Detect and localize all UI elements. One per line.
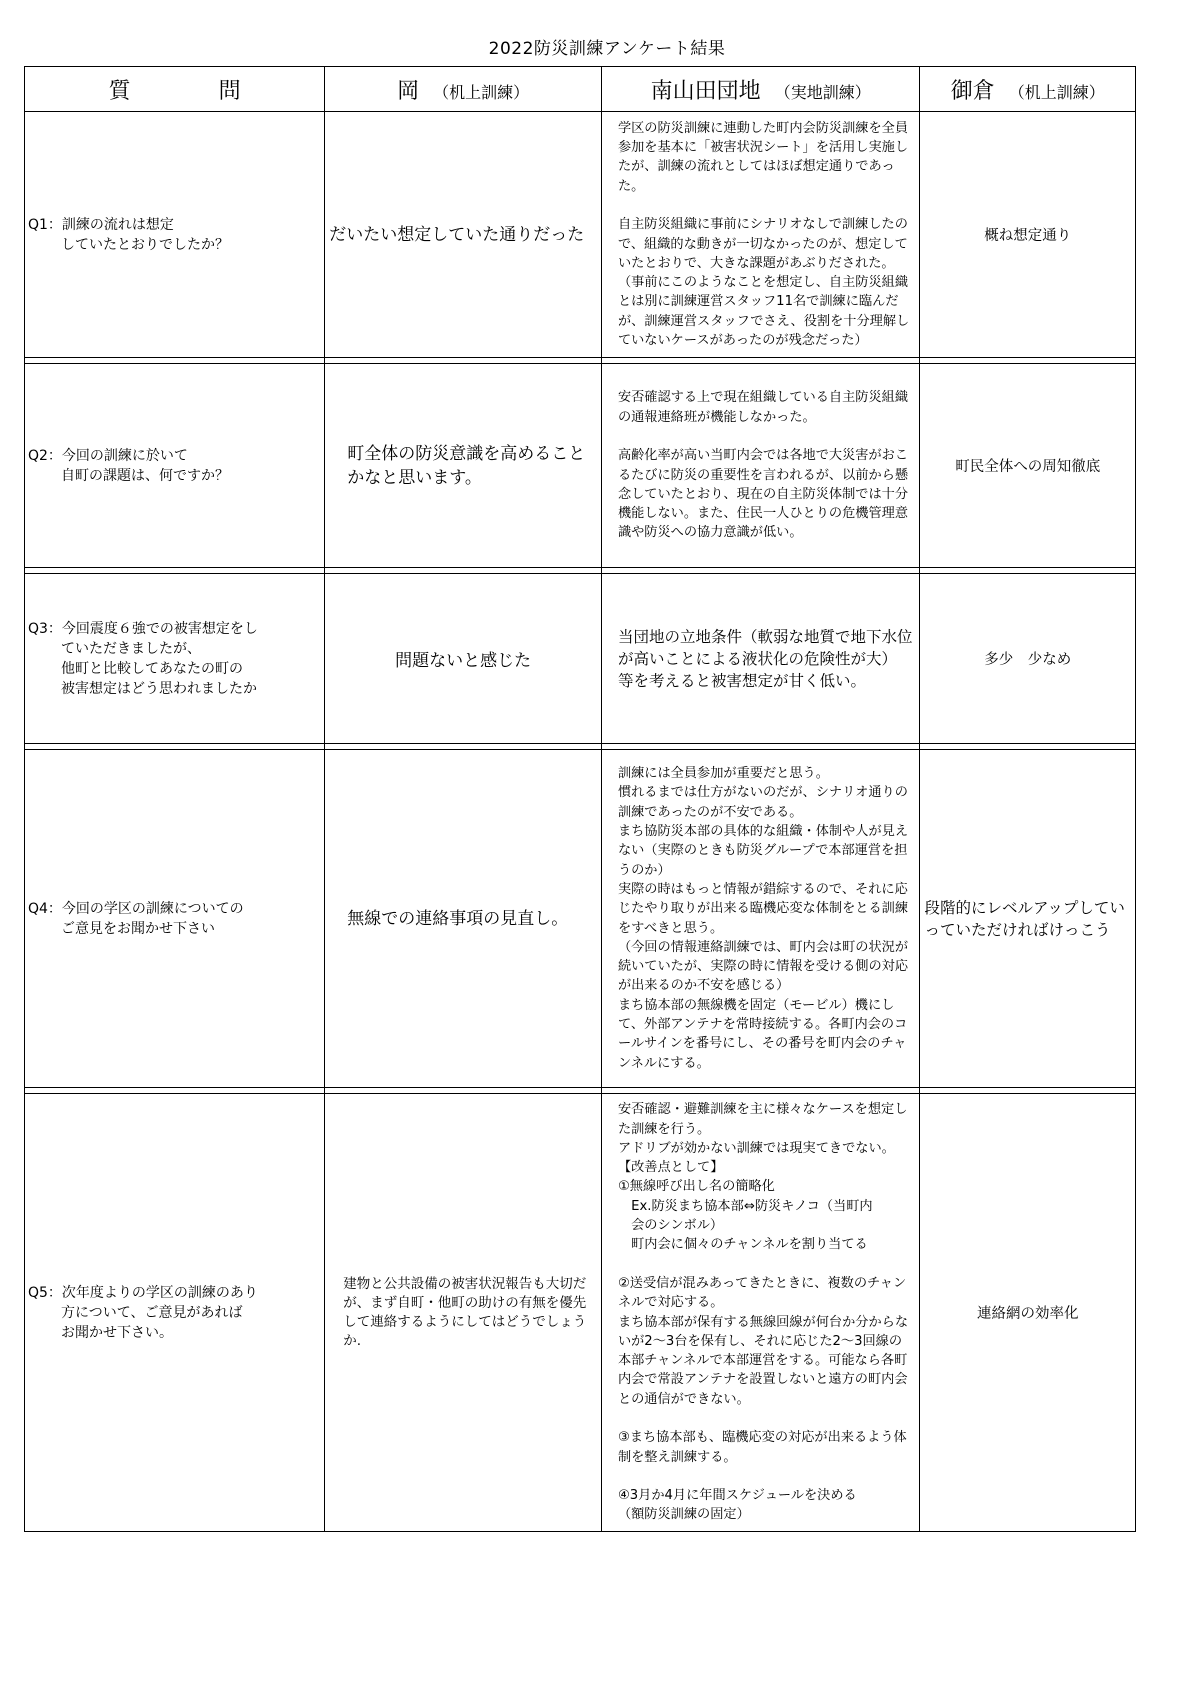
answer-oka: だいたい想定していた通りだった — [325, 112, 602, 358]
header-question: 質 問 — [25, 67, 325, 112]
answer-mikura: 段階的にレベルアップしていっていただければけっこう — [920, 750, 1136, 1088]
question-cell: Q3：今回震度６強での被害想定をし ていただきましたが、 他町と比較してあなたの町の 被害想定はどう思われましたか — [25, 574, 325, 744]
question-cell: Q1：訓練の流れは想定 していたとおりでしたか？ — [25, 112, 325, 358]
answer-oka: 町全体の防災意識を高めることかなと思います。 — [325, 364, 602, 568]
question-cell: Q5：次年度よりの学区の訓練のあり 方について、ご意見があれば お聞かせ下さい。 — [25, 1094, 325, 1532]
answer-mikura: 多少 少なめ — [920, 574, 1136, 744]
answer-oka: 建物と公共設備の被害状況報告も大切だが、まず自町・他町の助けの有無を優先して連絡するようにしてはどうでしょうか. — [325, 1094, 602, 1532]
answer-oka: 問題ないと感じた — [325, 574, 602, 744]
question-cell: Q2：今回の訓練に於いて 自町の課題は、何ですか？ — [25, 364, 325, 568]
answer-oka: 無線での連絡事項の見直し。 — [325, 750, 602, 1088]
table-row — [25, 574, 1136, 744]
table-row — [25, 364, 1136, 568]
answer-minamiyamada: 当団地の立地条件（軟弱な地質で地下水位が高いことによる液状化の危険性が大） 等を考えると被害想定が甘く低い。 — [601, 574, 920, 744]
table-row — [25, 750, 1136, 1088]
header-oka: 岡 （机上訓練） — [325, 67, 602, 112]
answer-mikura: 町民全体への周知徹底 — [920, 364, 1136, 568]
answer-minamiyamada: 安否確認する上で現在組織している自主防災組織の通報連絡班が機能しなかった。 高齢化率が高い当町内会では各地で大災害がおこるたびに防災の重要性を言われるが、以前から懸念していたとおり、現在の自主防災体制では十分機能しない。また、住民一人ひとりの危機管理意識や防災への協力意識が低い。 — [601, 364, 920, 568]
answer-minamiyamada: 訓練には全員参加が重要だと思う。 慣れるまでは仕方がないのだが、シナリオ通りの訓練であったのが不安である。 まち協防災本部の具体的な組織・体制や人が見えない（実際のときも防災グループで本部運営を担うのか） 実際の時はもっと情報が錯綜するので、それに応じたやり取りが出来る臨機応変な体制をとる訓練をすべきと思う。 （今回の情報連絡訓練では、町内会は町の状況が続いていたが、実際の時に情報を受ける側の対応が出来るのか不安を感じる） まち協本部の無線機を固定（モービル）機にして、外部アンテナを常時接続する。各町内会のコールサインを番号にし、その番号を町内会のチャンネルにする。 — [601, 750, 920, 1088]
table-row — [25, 112, 1136, 358]
answer-mikura: 連絡網の効率化 — [920, 1094, 1136, 1532]
answer-minamiyamada: 学区の防災訓練に連動した町内会防災訓練を全員参加を基本に「被害状況シート」を活用し実施したが、訓練の流れとしてはほぼ想定通りであった。 自主防災組織に事前にシナリオなしで訓練したので、組織的な動きが一切なかったのが、想定していたとおりで、大きな課題があぶりだされた。（事前にこのようなことを想定し、自主防災組織とは別に訓練運営スタッフ11名で訓練に臨んだが、訓練運営スタッフでさえ、役割を十分理解していないケースがあったのが残念だった） — [601, 112, 920, 358]
table-row — [25, 1094, 1136, 1532]
document-title: 2022防災訓練アンケート結果 — [488, 39, 726, 59]
header-row — [25, 67, 1136, 112]
survey-results-table — [24, 66, 1136, 1532]
answer-minamiyamada: 安否確認・避難訓練を主に様々なケースを想定した訓練を行う。 アドリブが効かない訓練では現実てきでない。 【改善点として】 ①無線呼び出し名の簡略化 Ex.防災まち協本部⇔防災キノコ（当町内 会のシンボル） 町内会に個々のチャンネルを割り当てる ②送受信が混みあってきたときに、複数のチャンネルで対応する。 まち協本部が保有する無線回線が何台か分からないが2～3台を保有し、それに応じた2～3回線の本部チャンネルで本部運営をする。可能なら各町内会で常設アンテナを設置しないと遠方の町内会との通信ができない。 ③まち協本部も、臨機応変の対応が出来るよう体制を整え訓練する。 ④3月か4月に年間スケジュールを決める （額防災訓練の固定） — [601, 1094, 920, 1532]
question-cell: Q4：今回の学区の訓練についての ご意見をお聞かせ下さい — [25, 750, 325, 1088]
header-mikura: 御倉 （机上訓練） — [920, 67, 1136, 112]
header-minamiyamada: 南山田団地 （実地訓練） — [601, 67, 920, 112]
answer-mikura: 概ね想定通り — [920, 112, 1136, 358]
